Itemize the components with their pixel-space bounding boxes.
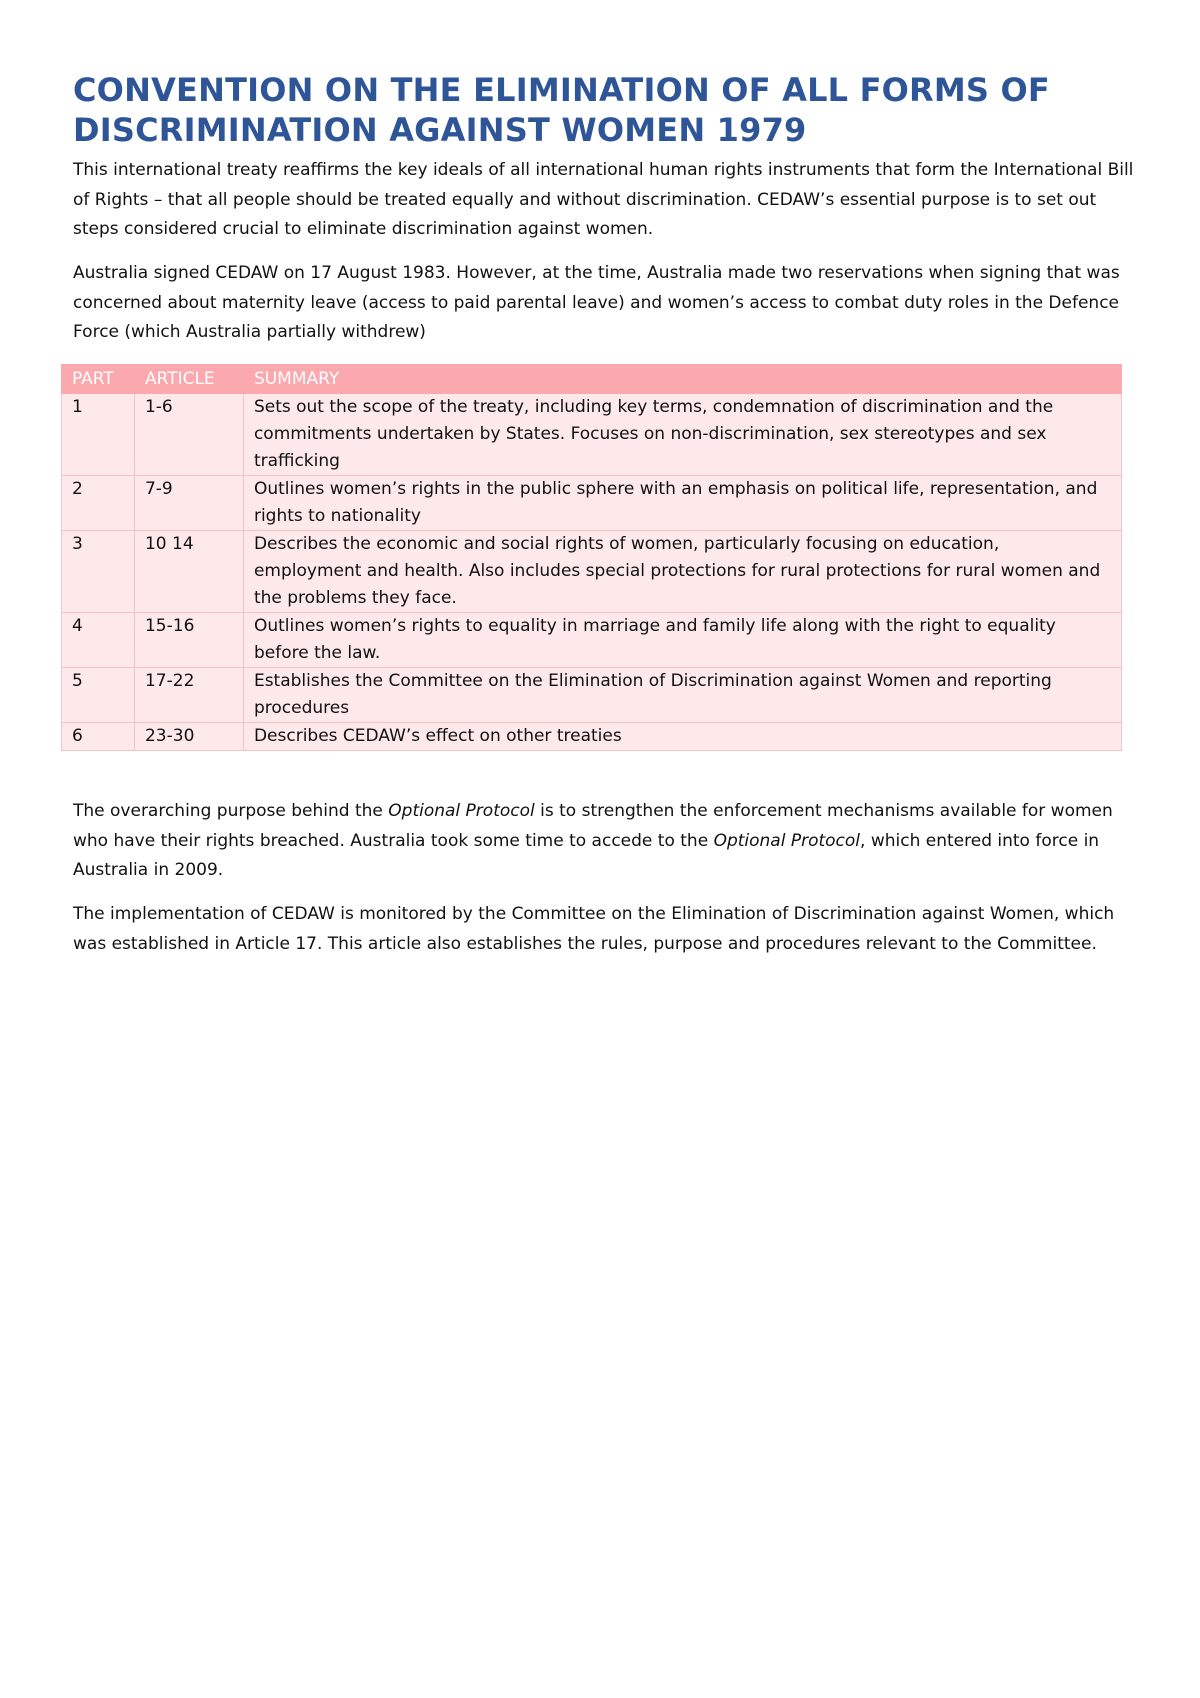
cell-article: 17-22 <box>134 668 243 723</box>
cell-part: 4 <box>62 613 135 668</box>
cell-part: 5 <box>62 668 135 723</box>
cell-part: 2 <box>62 476 135 531</box>
cell-article: 7-9 <box>134 476 243 531</box>
table-row <box>62 531 1122 613</box>
cell-summary: Describes CEDAW’s effect on other treaties <box>243 723 1121 751</box>
cell-summary: Describes the economic and social rights of women, particularly focusing on education, employment and health. Also includes special protections for rural protections for rural women and the problems they face. <box>243 531 1121 613</box>
table-header-row <box>62 365 1122 394</box>
cell-article: 23-30 <box>134 723 243 751</box>
cell-part: 1 <box>62 394 135 476</box>
cell-article: 15-16 <box>134 613 243 668</box>
committee-paragraph: The implementation of CEDAW is monitored by the Committee on the Elimination of Discrimination against Women, which was established in Article 17. This article also establishes the rules, purpose and procedures relevant to the Committee. <box>73 904 1115 954</box>
cell-summary: Outlines women’s rights to equality in marriage and family life along with the right to equality before the law. <box>243 613 1121 668</box>
table-row <box>62 394 1122 476</box>
cell-summary: Outlines women’s rights in the public sphere with an emphasis on political life, representation, and rights to nationality <box>243 476 1121 531</box>
header-article: ARTICLE <box>134 365 243 394</box>
optional-protocol-paragraph <box>73 797 1138 886</box>
cell-summary: Establishes the Committee on the Elimination of Discrimination against Women and reporting procedures <box>243 668 1121 723</box>
header-summary: SUMMARY <box>243 365 1121 394</box>
table-row <box>62 613 1122 668</box>
page-title: CONVENTION ON THE ELIMINATION OF ALL FORMS OF DISCRIMINATION AGAINST WOMEN 1979 <box>73 71 1050 149</box>
signing-paragraph: Australia signed CEDAW on 17 August 1983. However, at the time, Australia made two reservations when signing that was concerned about maternity leave (access to paid parental leave) and women’s access to combat duty roles in the Defence Force (which Australia partially withdrew) <box>73 263 1120 342</box>
table-row <box>62 476 1122 531</box>
cell-part: 6 <box>62 723 135 751</box>
intro-paragraph: This international treaty reaffirms the key ideals of all international human rights instruments that form the International Bill of Rights – that all people should be treated equally and without discrimination. CEDAW’s essential purpose is to set out steps considered crucial to eliminate discrimination against women. <box>73 160 1134 239</box>
op-text-3: , which entered into force in Australia in 2009. <box>73 830 1100 880</box>
cell-part: 3 <box>62 531 135 613</box>
cedaw-parts-table <box>61 364 1122 751</box>
cell-summary: Sets out the scope of the treaty, including key terms, condemnation of discrimination and the commitments undertaken by States. Focuses on non-discrimination, sex stereotypes and sex trafficking <box>243 394 1121 476</box>
op-italic-2: Optional Protocol <box>713 830 861 851</box>
op-italic-1: Optional Protocol <box>388 801 535 821</box>
header-part: PART <box>62 365 135 394</box>
op-text-1: The overarching purpose behind the <box>73 801 389 821</box>
op-text-2: is to strengthen the enforcement mechanisms available for women who have their rights breached. Australia took some time to accede to the <box>73 801 1113 851</box>
cell-article: 1-6 <box>134 394 243 476</box>
table-row <box>62 723 1122 751</box>
table-row <box>62 668 1122 723</box>
cell-article: 10 14 <box>134 531 243 613</box>
